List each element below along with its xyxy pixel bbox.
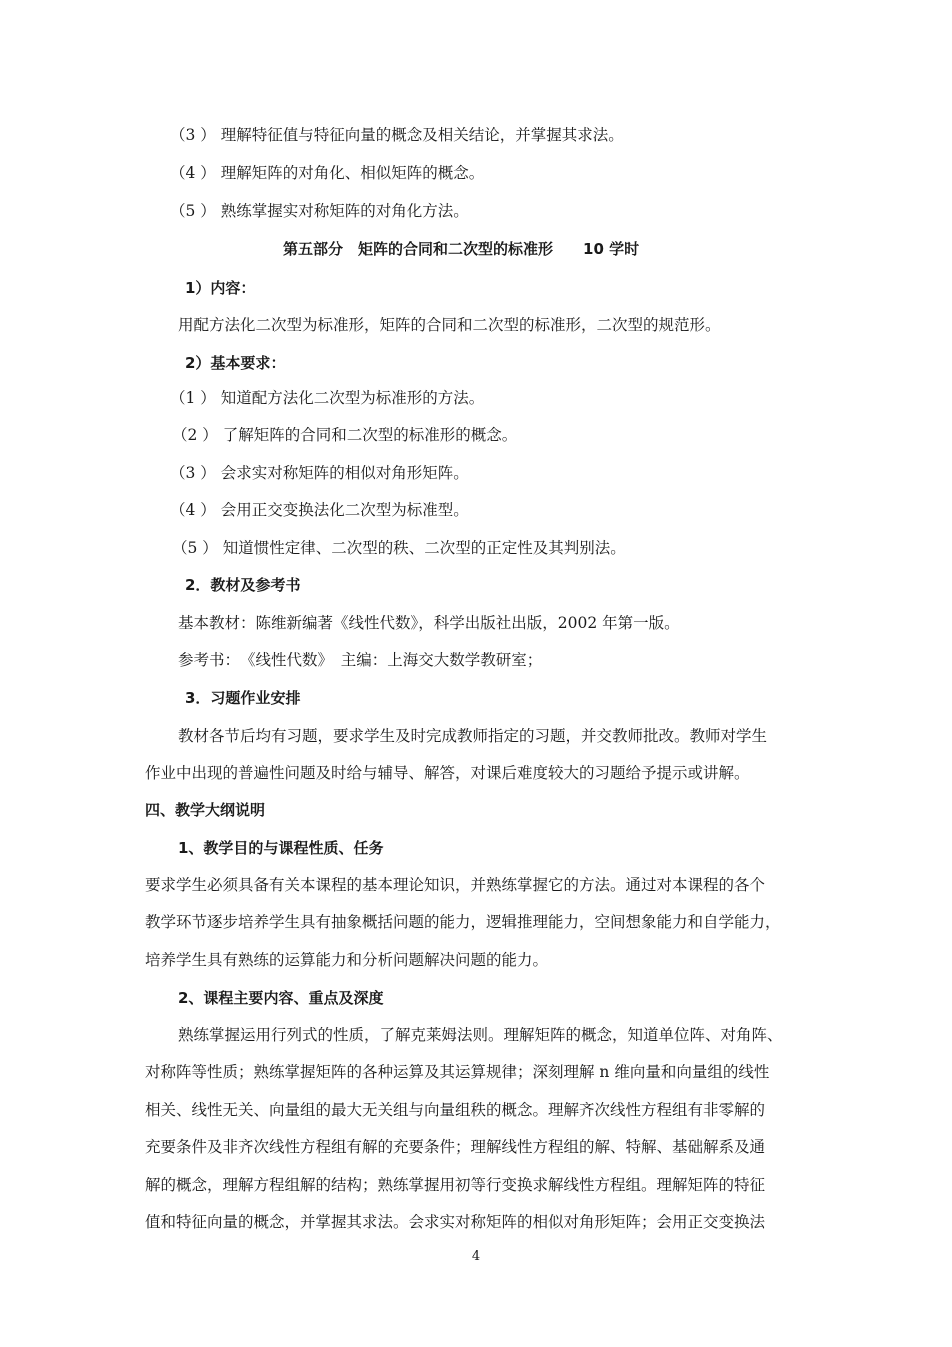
content-paragraph-line4: 充要条件及非齐次线性方程组有解的充要条件；理解线性方程组的解、特解、基础解系及通 — [145, 1138, 766, 1156]
heading-main-content: 2、课程主要内容、重点及深度 — [178, 989, 384, 1007]
requirement-item-3b: （3 ） 会求实对称矩阵的相似对角形矩阵。 — [170, 464, 469, 482]
content-paragraph-line5: 解的概念，理解方程组解的结构；熟练掌握用初等行变换求解线性方程组。理解矩阵的特征 — [145, 1176, 766, 1194]
requirement-item-5b: （5 ） 知道惯性定律、二次型的秩、二次型的正定性及其判别法。 — [172, 539, 626, 557]
content-paragraph-line1: 熟练掌握运用行列式的性质，了解克莱姆法则。理解矩阵的概念，知道单位阵、对角阵、 — [178, 1026, 783, 1044]
requirement-item-2: （2 ） 了解矩阵的合同和二次型的标准形的概念。 — [172, 426, 518, 444]
content-paragraph-line3: 相关、线性无关、向量组的最大无关组与向量组秩的概念。理解齐次线性方程组有非零解的 — [145, 1101, 766, 1119]
page-number: 4 — [471, 1249, 481, 1264]
subheading-content: 1）内容： — [185, 279, 256, 297]
goals-paragraph-line1: 要求学生必须具备有关本课程的基本理论知识，并熟练掌握它的方法。通过对本课程的各个 — [145, 876, 766, 894]
requirement-item-5: （5 ） 熟练掌握实对称矩阵的对角化方法。 — [170, 202, 469, 220]
homework-paragraph-line1: 教材各节后均有习题，要求学生及时完成教师指定的习题，并交教师批改。教师对学生 — [178, 727, 768, 745]
content-paragraph: 用配方法化二次型为标准形，矩阵的合同和二次型的标准形，二次型的规范形。 — [178, 316, 721, 334]
heading-syllabus-notes: 四、教学大纲说明 — [145, 801, 266, 819]
requirement-item-3: （3 ） 理解特征值与特征向量的概念及相关结论，并掌握其求法。 — [170, 126, 624, 144]
homework-paragraph-line2: 作业中出现的普遍性问题及时给与辅导、解答，对课后难度较大的习题给予提示或讲解。 — [145, 764, 750, 782]
requirement-item-4b: （4 ） 会用正交变换法化二次型为标准型。 — [170, 501, 469, 519]
heading-homework: 3．习题作业安排 — [185, 689, 301, 707]
goals-paragraph-line2: 教学环节逐步培养学生具有抽象概括问题的能力，逻辑推理能力，空间想象能力和自学能力， — [145, 913, 781, 931]
heading-textbooks: 2．教材及参考书 — [185, 576, 301, 594]
requirement-item-4: （4 ） 理解矩阵的对角化、相似矩阵的概念。 — [170, 164, 485, 182]
textbook-reference: 参考书： 《线性代数》 主编：上海交大数学教研室； — [178, 651, 543, 669]
content-paragraph-line2: 对称阵等性质；熟练掌握矩阵的各种运算及其运算规律；深刻理解 n 维向量和向量组的线性 — [145, 1063, 770, 1081]
requirement-item-1: （1 ） 知道配方法化二次型为标准形的方法。 — [170, 389, 485, 407]
subheading-requirements: 2）基本要求： — [185, 354, 286, 372]
section-heading-part5: 第五部分 矩阵的合同和二次型的标准形 10 学时 — [283, 240, 640, 258]
textbook-main: 基本教材：陈维新编著《线性代数》，科学出版社出版，2002 年第一版。 — [178, 614, 680, 632]
goals-paragraph-line3: 培养学生具有熟练的运算能力和分析问题解决问题的能力。 — [145, 951, 549, 969]
content-paragraph-line6: 值和特征向量的概念，并掌握其求法。会求实对称矩阵的相似对角形矩阵；会用正交变换法 — [145, 1213, 766, 1231]
heading-teaching-goals: 1、教学目的与课程性质、任务 — [178, 839, 384, 857]
